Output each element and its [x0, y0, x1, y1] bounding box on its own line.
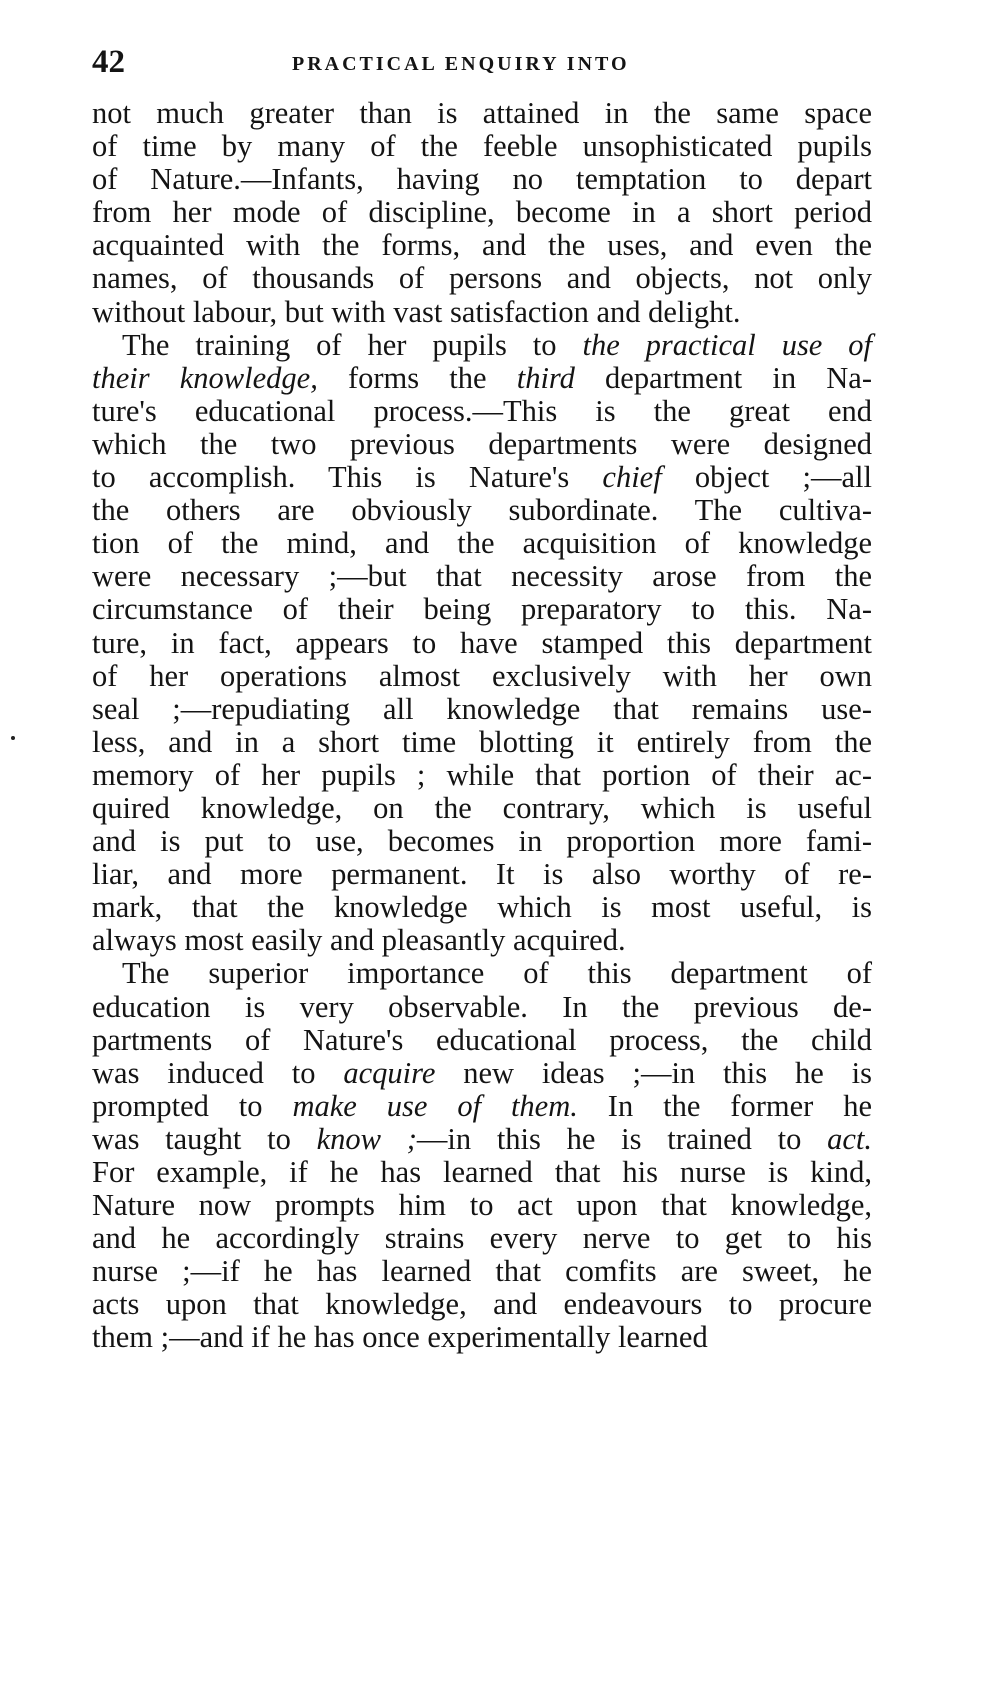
text-run: acquainted with the forms, and the uses, and even the	[92, 228, 872, 263]
text-line	[92, 196, 872, 229]
text-line	[92, 825, 872, 858]
text-run: The superior importance of this department of	[122, 956, 872, 991]
text-run: to accomplish. This is Nature's	[92, 460, 603, 495]
margin-mark	[11, 736, 15, 740]
text-run: the others are obviously subordinate. The cultiva-	[92, 493, 872, 528]
text-run: names, of thousands of persons and objects, not only	[92, 261, 872, 296]
text-run: Nature now prompts him to act upon that knowledge,	[92, 1188, 872, 1223]
italic-run: know ;	[316, 1121, 417, 1156]
text-line	[92, 957, 872, 990]
text-line	[92, 560, 872, 593]
text-run: of time by many of the feeble unsophisticated pupils	[92, 129, 872, 164]
text-run: and is put to use, becomes in proportion more fami-	[92, 824, 872, 859]
text-line	[92, 1321, 872, 1354]
text-line	[92, 1189, 872, 1222]
text-run: For example, if he has learned that his nurse is kind,	[92, 1155, 872, 1189]
text-line	[92, 924, 872, 957]
text-run: was taught to	[92, 1121, 317, 1156]
text-run: forms the	[317, 360, 517, 395]
text-line	[92, 262, 872, 295]
text-run: always most easily and pleasantly acquired.	[92, 923, 626, 958]
text-run: liar, and more permanent. It is also worthy of re-	[92, 857, 872, 892]
text-run: without labour, but with vast satisfaction and delight.	[92, 294, 741, 329]
paragraph	[92, 957, 872, 1354]
text-run: not much greater than is attained in the same space	[92, 96, 872, 130]
text-line	[92, 362, 872, 395]
italic-run: acquire	[343, 1055, 436, 1090]
text-line	[92, 1090, 872, 1123]
text-line	[92, 991, 872, 1024]
text-run: mark, that the knowledge which is most useful, is	[92, 890, 872, 925]
text-line	[92, 163, 872, 196]
text-line	[92, 428, 872, 461]
text-line	[92, 1222, 872, 1255]
text-run: In the former he	[577, 1088, 872, 1123]
text-run: tion of the mind, and the acquisition of knowledge	[92, 526, 872, 561]
text-line	[92, 693, 872, 726]
text-run: department in Na-	[574, 360, 873, 395]
italic-run: third	[516, 360, 575, 395]
text-run: —in this he is trained to	[416, 1121, 828, 1156]
text-line	[92, 1156, 872, 1189]
text-run: of her operations almost exclusively with her own	[92, 658, 872, 693]
text-line	[92, 329, 872, 362]
paragraph	[92, 97, 872, 329]
text-run: The training of her pupils to	[122, 327, 583, 362]
text-line	[92, 1288, 872, 1321]
text-line	[92, 1024, 872, 1057]
text-run: circumstance of their being preparatory to this. Na-	[92, 592, 872, 627]
text-line	[92, 494, 872, 527]
text-line	[92, 726, 872, 759]
text-run: object ;—all	[661, 460, 873, 495]
text-line	[92, 527, 872, 560]
text-line	[92, 97, 872, 130]
text-run: acts upon that knowledge, and endeavours to procure	[92, 1287, 872, 1322]
text-run: less, and in a short time blotting it entirely from the	[92, 724, 872, 759]
text-run: and he accordingly strains every nerve to get to his	[92, 1221, 872, 1256]
body-text	[92, 97, 872, 1355]
text-run: were necessary ;—but that necessity arose from the	[92, 559, 872, 594]
text-line	[92, 130, 872, 163]
italic-run: their knowledge,	[92, 360, 318, 395]
text-run: of Nature.—Infants, having no temptation to depart	[92, 162, 872, 197]
text-line	[92, 229, 872, 262]
text-line	[92, 660, 872, 693]
text-line	[92, 296, 872, 329]
text-line	[92, 627, 872, 660]
text-run: was induced to	[92, 1055, 344, 1090]
text-run: nurse ;—if he has learned that comfits are sweet, he	[92, 1254, 872, 1289]
page-number: 42	[92, 44, 125, 80]
text-run: new ideas ;—in this he is	[435, 1055, 872, 1090]
text-run: quired knowledge, on the contrary, which is useful	[92, 790, 872, 825]
text-line	[92, 858, 872, 891]
text-line	[92, 1255, 872, 1288]
running-title: PRACTICAL ENQUIRY INTO	[292, 53, 630, 75]
text-line	[92, 891, 872, 924]
italic-run: act.	[827, 1121, 872, 1156]
text-line	[92, 461, 872, 494]
text-run: prompted to	[92, 1088, 293, 1123]
text-line	[92, 395, 872, 428]
running-header	[92, 42, 872, 86]
italic-run: chief	[602, 460, 662, 495]
text-run: from her mode of discipline, become in a short period	[92, 195, 872, 230]
paragraph	[92, 329, 872, 958]
italic-run: the practical use of	[582, 327, 872, 362]
text-run: ture's educational process.—This is the great end	[92, 393, 872, 428]
text-run: seal ;—repudiating all knowledge that remains use-	[92, 691, 872, 726]
text-line	[92, 1057, 872, 1090]
text-run: partments of Nature's educational process, the child	[92, 1022, 872, 1057]
text-run: ture, in fact, appears to have stamped this department	[92, 625, 872, 660]
text-run: memory of her pupils ; while that portion of their ac-	[92, 757, 872, 792]
text-run: them ;—and if he has once experimentally learned	[92, 1320, 708, 1355]
text-run: education is very observable. In the previous de-	[92, 989, 872, 1024]
italic-run: make use of them.	[292, 1088, 578, 1123]
text-line	[92, 1123, 872, 1156]
text-run: which the two previous departments were designed	[92, 426, 872, 461]
text-line	[92, 593, 872, 626]
text-line	[92, 792, 872, 825]
text-line	[92, 759, 872, 792]
